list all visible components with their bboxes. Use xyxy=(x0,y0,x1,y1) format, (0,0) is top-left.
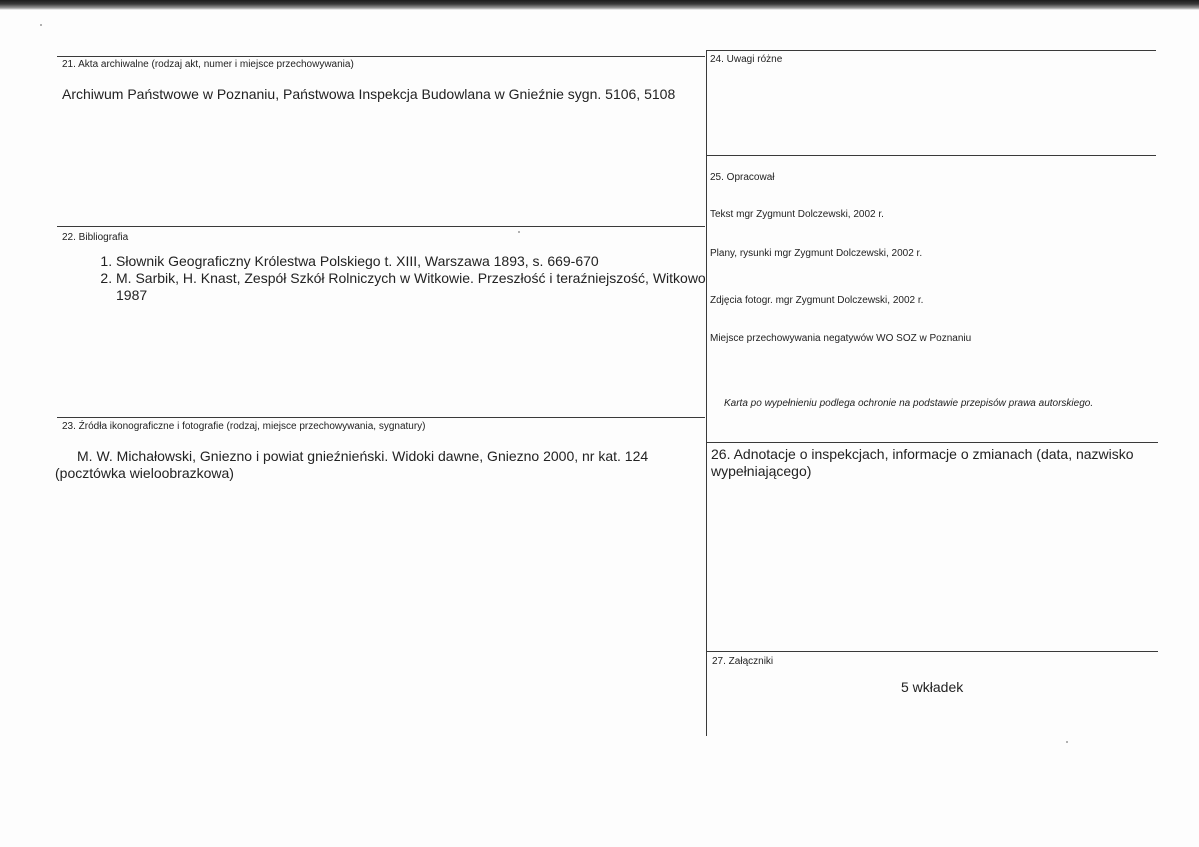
section-21-label: 21. Akta archiwalne (rodzaj akt, numer i miejsce przechowywania) xyxy=(62,59,354,70)
section-21-value: Archiwum Państwowe w Poznaniu, Państwowa Inspekcja Budowlana w Gnieźnie sygn. 5106, 5108 xyxy=(62,86,676,102)
rule-25-top xyxy=(706,155,1156,156)
scan-speck xyxy=(518,231,520,233)
section-25-label: 25. Opracował xyxy=(710,172,775,183)
rule-27-top xyxy=(706,651,1158,652)
author-photos: Zdjęcia fotogr. mgr Zygmunt Dolczewski, 2002 r. xyxy=(710,295,924,306)
rule-21-top xyxy=(57,56,705,57)
column-divider xyxy=(706,50,707,736)
rule-22-top xyxy=(57,226,705,227)
bibliography-item: 1. Słownik Geograficzny Królestwa Polskiego t. XIII, Warszawa 1893, s. 669-670 xyxy=(116,253,716,270)
negatives-location: Miejsce przechowywania negatywów WO SOZ w Poznaniu xyxy=(710,333,972,344)
section-27-label: 27. Załączniki xyxy=(712,656,774,667)
section-23-label: 23. Źródła ikonograficzne i fotografie (rodzaj, miejsce przechowywania, sygnatury) xyxy=(62,421,426,432)
rule-23-top xyxy=(57,417,705,418)
author-text: Tekst mgr Zygmunt Dolczewski, 2002 r. xyxy=(710,209,884,220)
section-24-label: 24. Uwagi różne xyxy=(710,54,783,65)
bibliography-list xyxy=(80,253,716,304)
scan-top-edge xyxy=(0,0,1199,10)
scan-speck xyxy=(40,24,42,26)
section-23-value: M. W. Michałowski, Gniezno i powiat gnieźnieński. Widoki dawne, Gniezno 2000, nr kat. 124 (pocztówka wieloobrazkowa) xyxy=(55,448,649,481)
rule-24-top xyxy=(706,50,1156,51)
author-plans: Plany, rysunki mgr Zygmunt Dolczewski, 2002 r. xyxy=(710,248,923,259)
bibliography-item: 2. M. Sarbik, H. Knast, Zespół Szkół Rolniczych w Witkowie. Przeszłość i teraźniejszość, Witkowo 1987 xyxy=(116,270,716,304)
copyright-note: Karta po wypełnieniu podlega ochronie na podstawie przepisów prawa autorskiego. xyxy=(724,398,1094,409)
scan-speck xyxy=(1066,741,1068,743)
rule-26-top xyxy=(706,442,1158,443)
attachments-count: 5 wkładek xyxy=(901,679,964,695)
section-22-label: 22. Bibliografia xyxy=(62,232,129,243)
section-26-label: 26. Adnotacje o inspekcjach, informacje o zmianach (data, nazwisko wypełniającego) xyxy=(711,446,1134,479)
